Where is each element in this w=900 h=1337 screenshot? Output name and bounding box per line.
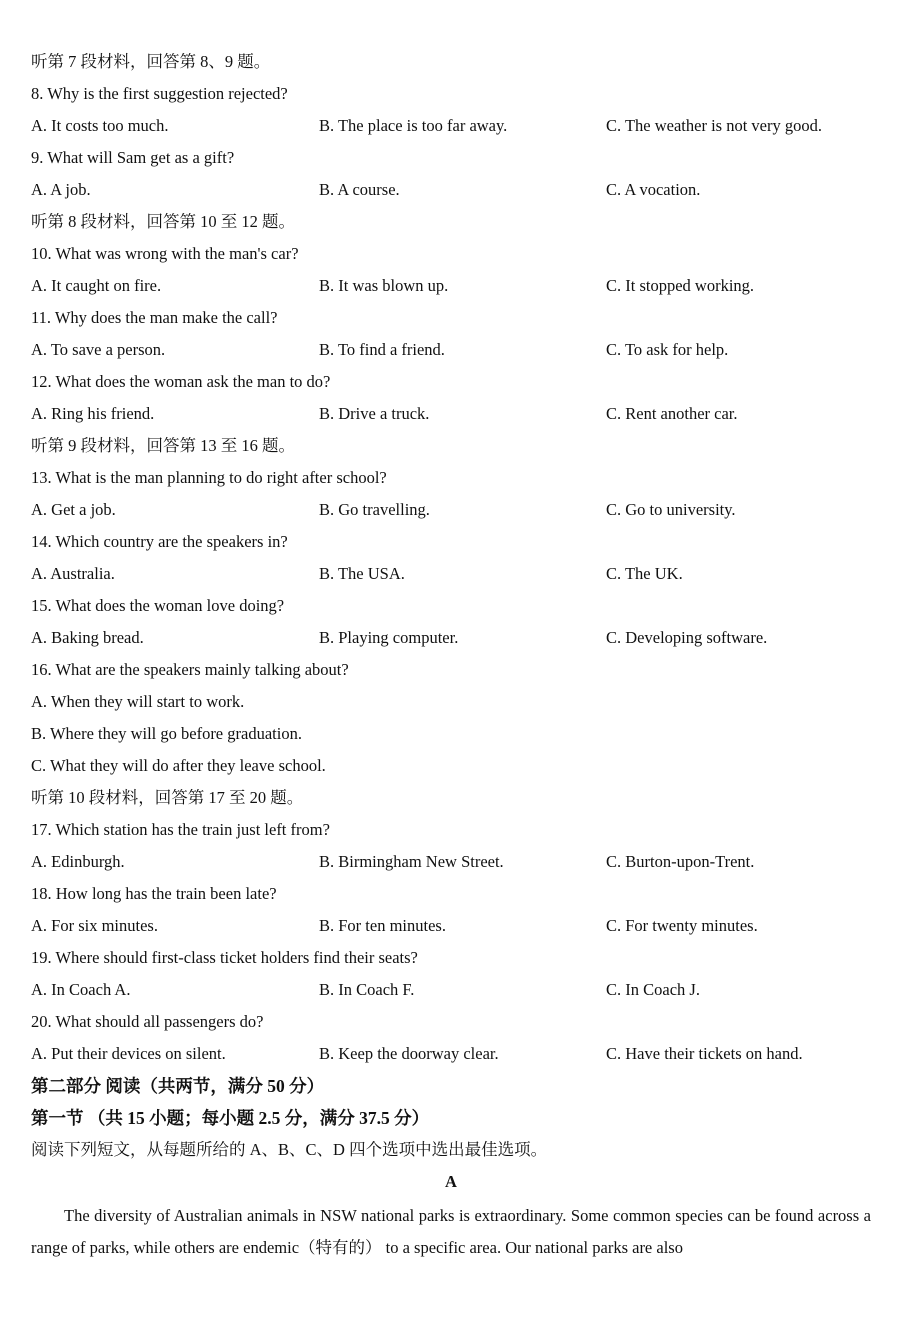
options-row — [31, 622, 871, 654]
question: 9. What will Sam get as a gift? — [31, 148, 235, 167]
exam-page — [31, 46, 871, 1264]
options-row — [31, 398, 871, 430]
option-c: C. To ask for help. — [606, 340, 729, 359]
option-c: C. Developing software. — [606, 628, 768, 647]
option-line: C. What they will do after they leave school. — [31, 756, 326, 775]
option-c: C. Have their tickets on hand. — [606, 1044, 803, 1063]
option-c: C. Go to university. — [606, 500, 736, 519]
part-heading: 第一节 （共 15 小题；每小题 2.5 分，满分 37.5 分） — [31, 1108, 430, 1128]
options-row — [31, 174, 871, 206]
options-row — [31, 846, 871, 878]
options-row — [31, 494, 871, 526]
option-b: B. It was blown up. — [319, 276, 449, 295]
question: 19. Where should first-class ticket holders find their seats? — [31, 948, 418, 967]
options-row — [31, 270, 871, 302]
option-b: B. The place is too far away. — [319, 116, 508, 135]
option-c: C. In Coach J. — [606, 980, 700, 999]
option-c: C. A vocation. — [606, 180, 701, 199]
option-a: A. Australia. — [31, 564, 115, 583]
option-b: B. A course. — [319, 180, 400, 199]
option-line: B. Where they will go before graduation. — [31, 724, 302, 743]
options-row — [31, 334, 871, 366]
option-a: A. For six minutes. — [31, 916, 158, 935]
option-a: A. A job. — [31, 180, 91, 199]
option-c: C. The weather is not very good. — [606, 116, 822, 135]
question: 8. Why is the first suggestion rejected? — [31, 84, 288, 103]
section-instruction: 阅读下列短文，从每题所给的 A、B、C、D 四个选项中选出最佳选项。 — [31, 1140, 548, 1159]
option-b: B. Keep the doorway clear. — [319, 1044, 499, 1063]
option-b: B. For ten minutes. — [319, 916, 446, 935]
passage-paragraph: The diversity of Australian animals in NSW national parks is extraordinary. Some common species can be found across a range of parks, while others are endemic（特有的） to a specific area. Our national parks are also — [31, 1206, 871, 1257]
question: 14. Which country are the speakers in? — [31, 532, 288, 551]
option-a: A. It costs too much. — [31, 116, 169, 135]
option-a: A. Put their devices on silent. — [31, 1044, 226, 1063]
option-b: B. Go travelling. — [319, 500, 430, 519]
option-c: C. The UK. — [606, 564, 683, 583]
question: 10. What was wrong with the man's car? — [31, 244, 299, 263]
options-row — [31, 910, 871, 942]
option-line: A. When they will start to work. — [31, 692, 245, 711]
question: 12. What does the woman ask the man to do? — [31, 372, 331, 391]
option-a: A. To save a person. — [31, 340, 166, 359]
option-a: A. Get a job. — [31, 500, 116, 519]
option-a: A. It caught on fire. — [31, 276, 162, 295]
option-a: A. Edinburgh. — [31, 852, 125, 871]
option-b: B. To find a friend. — [319, 340, 445, 359]
option-c: C. It stopped working. — [606, 276, 755, 295]
option-a: A. Ring his friend. — [31, 404, 155, 423]
option-b: B. The USA. — [319, 564, 405, 583]
option-c: C. Burton-upon-Trent. — [606, 852, 755, 871]
options-row — [31, 1038, 871, 1070]
question: 17. Which station has the train just left from? — [31, 820, 330, 839]
option-b: B. Birmingham New Street. — [319, 852, 504, 871]
section-instruction: 听第 9 段材料，回答第 13 至 16 题。 — [31, 436, 295, 455]
options-row — [31, 974, 871, 1006]
option-b: B. In Coach F. — [319, 980, 415, 999]
part-heading: 第二部分 阅读（共两节，满分 50 分） — [31, 1076, 325, 1096]
section-instruction: 听第 8 段材料，回答第 10 至 12 题。 — [31, 212, 295, 231]
option-c: C. For twenty minutes. — [606, 916, 758, 935]
question: 15. What does the woman love doing? — [31, 596, 285, 615]
question: 18. How long has the train been late? — [31, 884, 277, 903]
option-c: C. Rent another car. — [606, 404, 738, 423]
question: 16. What are the speakers mainly talking about? — [31, 660, 349, 679]
section-instruction: 听第 10 段材料，回答第 17 至 20 题。 — [31, 788, 304, 807]
option-b: B. Drive a truck. — [319, 404, 430, 423]
options-row — [31, 110, 871, 142]
question: 20. What should all passengers do? — [31, 1012, 264, 1031]
option-b: B. Playing computer. — [319, 628, 459, 647]
option-a: A. Baking bread. — [31, 628, 144, 647]
question: 13. What is the man planning to do right after school? — [31, 468, 387, 487]
passage-label: A — [445, 1172, 457, 1191]
section-instruction: 听第 7 段材料，回答第 8、9 题。 — [31, 52, 271, 71]
options-row — [31, 558, 871, 590]
question: 11. Why does the man make the call? — [31, 308, 278, 327]
option-a: A. In Coach A. — [31, 980, 131, 999]
